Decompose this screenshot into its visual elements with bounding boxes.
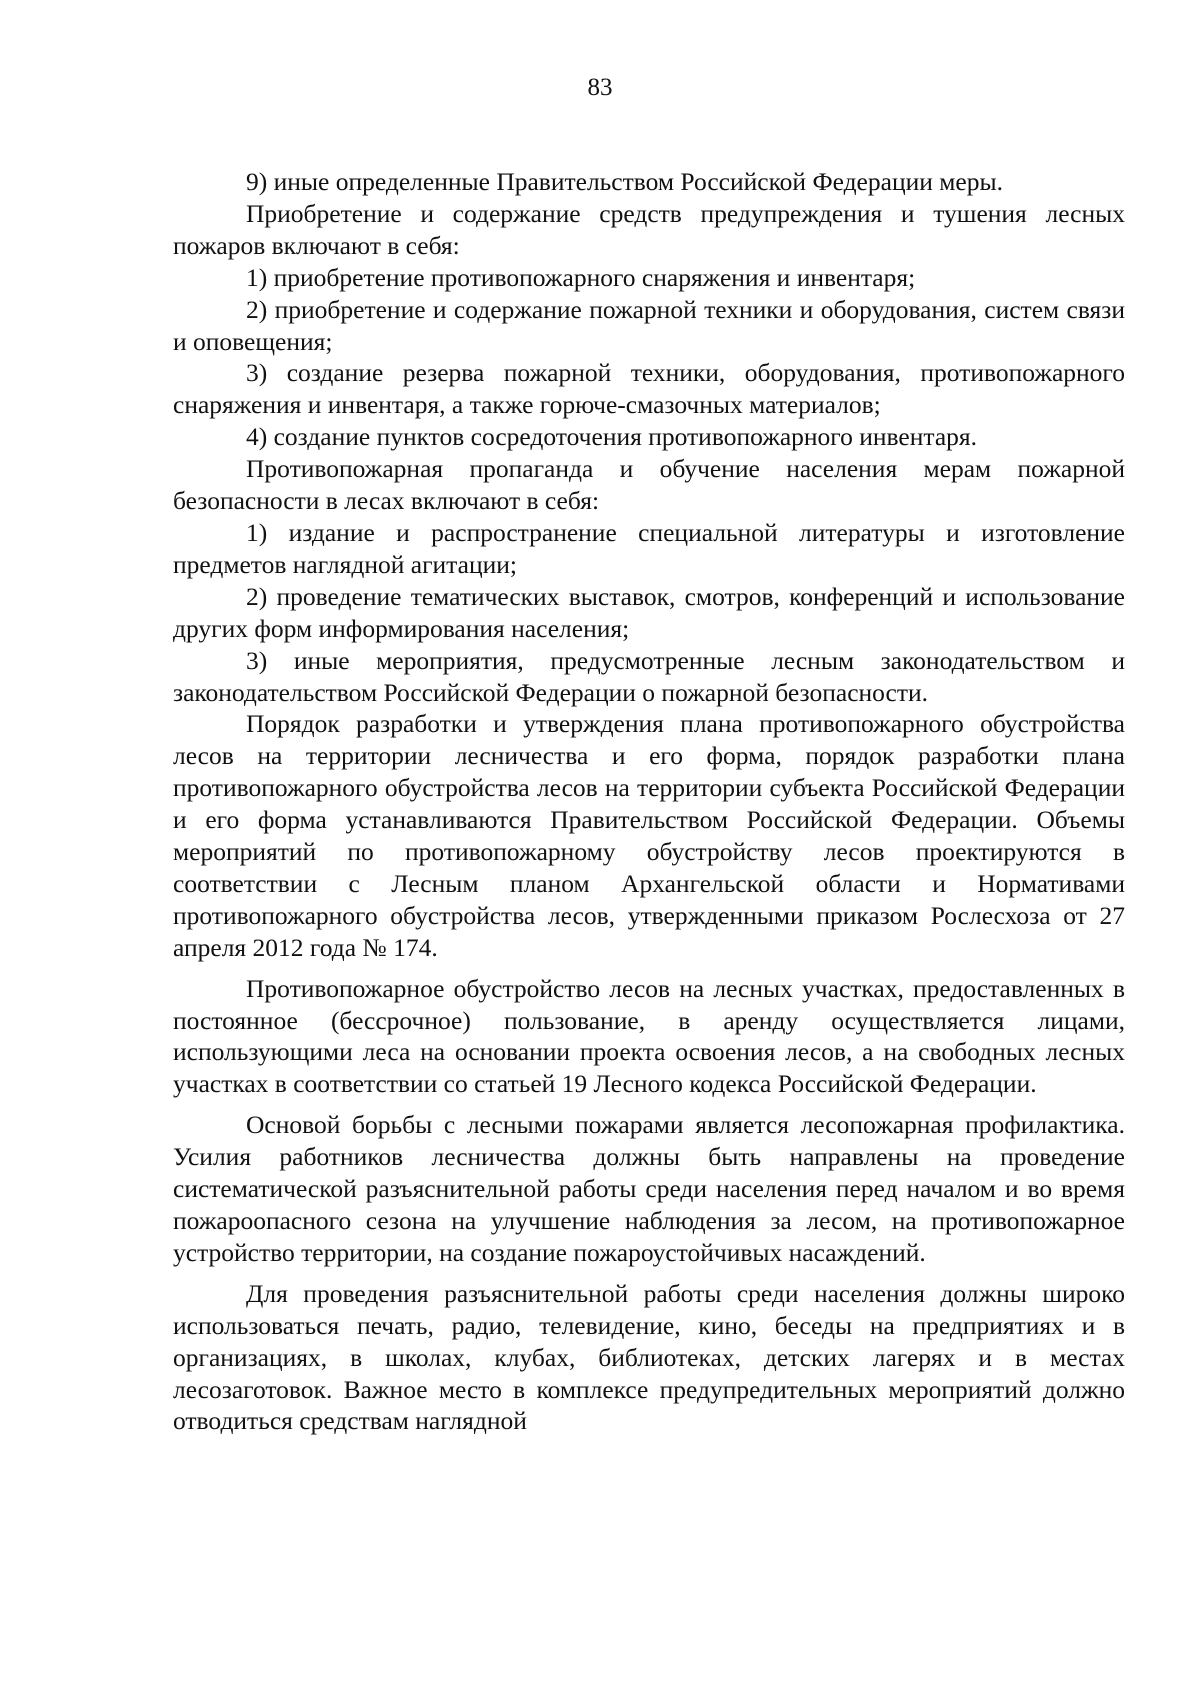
paragraph-measure-9: 9) иные определенные Правительством Российской Федерации меры. <box>246 167 1003 196</box>
paragraph-propaganda-item-2: 2) проведение тематических выставок, смотров, конференций и использование других форм информирования населения; <box>173 581 1125 643</box>
document-body <box>173 166 1125 1437</box>
paragraph-plan-procedure: Порядок разработки и утверждения плана противопожарного обустройства лесов на территории лесничества и его форма, порядок разработки плана противопожарного обустройства лесов на территории субъекта Российской Федерации и его форма устанавливаются Правительством Российской Федерации. Объемы мероприятий по противопожарному обустройству лесов проектируются в соответствии с Лесным планом Архангельской области и Нормативами противопожарного обустройства лесов, утвержденными приказом Рослесхоза от 27 апреля 2012 года № 174. <box>173 709 1125 962</box>
paragraph-means-item-2: 2) приобретение и содержание пожарной техники и оборудования, систем связи и оповещения; <box>173 294 1125 356</box>
paragraph-means-item-4: 4) создание пунктов сосредоточения противопожарного инвентаря. <box>246 422 978 452</box>
paragraph-outreach: Для проведения разъяснительной работы среди населения должны широко использоваться печать, радио, телевидение, кино, беседы на предприятиях и в организациях, в школах, клубах, библиотеках, детских лагерях и в местах лесозаготовок. Важное место в комплексе предупредительных мероприятий должно отводиться средствам наглядной <box>173 1278 1125 1436</box>
paragraph-fire-prevention: Основой борьбы с лесными пожарами является лесопожарная профилактика. Усилия работников лесничества должны быть направлены на проведение систематической разъяснительной работы среди населения перед началом и во время пожароопасного сезона на улучшение наблюдения за лесом, на противопожарное устройство территории, на создание пожароустойчивых насаждений. <box>173 1110 1125 1267</box>
paragraph-propaganda-item-3: 3) иные мероприятия, предусмотренные лесным законодательством и законодательством Российской Федерации о пожарной безопасности. <box>173 645 1125 707</box>
paragraph-means-intro: Приобретение и содержание средств предупреждения и тушения лесных пожаров включают в себя: <box>173 198 1125 260</box>
paragraph-forest-plots: Противопожарное обустройство лесов на лесных участках, предоставленных в постоянное (бессрочное) пользование, в аренду осуществляется лицами, использующими леса на основании проекта освоения лесов, а на свободных лесных участках в соответствии со статьей 19 Лесного кодекса Российской Федерации. <box>173 973 1125 1099</box>
paragraph-means-item-3: 3) создание резерва пожарной техники, оборудования, противопожарного снаряжения и инвентаря, а также горюче-смазочных материалов; <box>173 358 1125 420</box>
page-number: 83 <box>587 74 613 101</box>
paragraph-means-item-1: 1) приобретение противопожарного снаряжения и инвентаря; <box>246 262 916 292</box>
paragraph-propaganda-item-1: 1) издание и распространение специальной литературы и изготовление предметов наглядной агитации; <box>173 517 1125 579</box>
paragraph-propaganda-intro: Противопожарная пропаганда и обучение населения мерам пожарной безопасности в лесах включают в себя: <box>173 454 1125 516</box>
